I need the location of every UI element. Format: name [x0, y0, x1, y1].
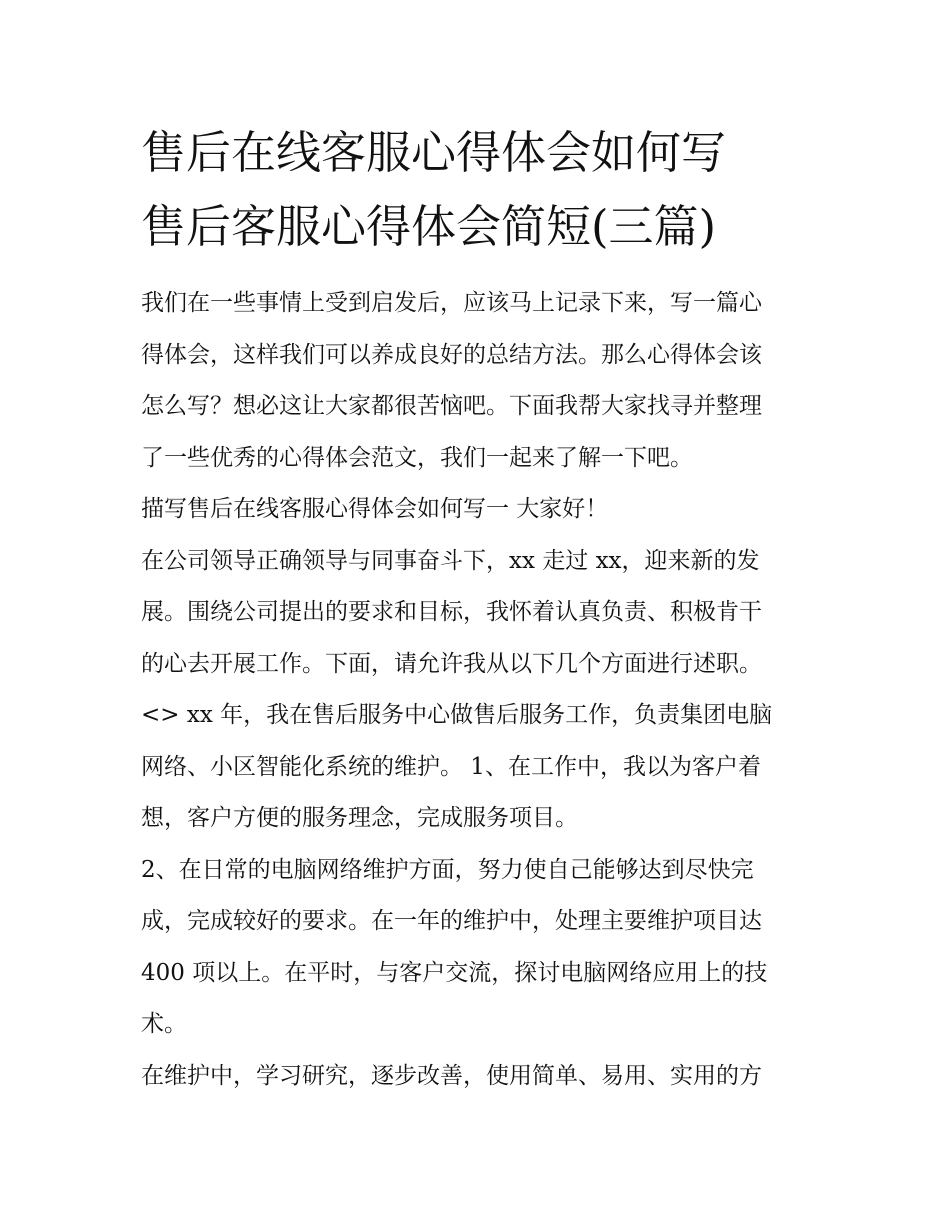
- document-body: [141, 278, 821, 1102]
- body-line-15: 术。: [141, 1011, 187, 1037]
- title-line-1: 售后在线客服心得体会如何写: [141, 126, 727, 179]
- body-line-1: 我们在一些事情上受到启发后，应该马上记录下来，写一篇心: [141, 290, 762, 316]
- body-line-7: 展。围绕公司提出的要求和目标，我怀着认真负责、积极肯干: [141, 599, 762, 625]
- body-line-10: 网络、小区智能化系统的维护。 1、在工作中，我以为客户着: [141, 753, 761, 780]
- body-line-16: 在维护中，学习研究，逐步改善，使用简单、易用、实用的方: [141, 1062, 762, 1089]
- title-line-2: 售后客服心得体会简短(三篇): [141, 200, 717, 253]
- document-title: [141, 116, 841, 264]
- body-line-9: <> xx 年，我在售后服务中心做售后服务工作，负责集团电脑: [141, 702, 773, 728]
- body-line-12: 2、在日常的电脑网络维护方面，努力使自己能够达到尽快完: [141, 856, 754, 883]
- body-line-4: 了一些优秀的心得体会范文，我们一起来了解一下吧。: [141, 444, 693, 471]
- body-line-8: 的心去开展工作。下面，请允许我从以下几个方面进行述职。: [141, 650, 762, 677]
- body-line-5: 描写售后在线客服心得体会如何写一 大家好！: [141, 496, 609, 522]
- body-line-14: 400 项以上。在平时，与客户交流，探讨电脑网络应用上的技: [141, 959, 768, 986]
- body-line-6: 在公司领导正确领导与同事奋斗下，xx 走过 xx，迎来新的发: [141, 547, 760, 574]
- body-line-2: 得体会，这样我们可以养成良好的总结方法。那么心得体会该: [141, 341, 762, 368]
- body-line-3: 怎么写？想必这让大家都很苦恼吧。下面我帮大家找寻并整理: [141, 393, 762, 419]
- body-line-11: 想，客户方便的服务理念，完成服务项目。: [141, 805, 578, 831]
- body-line-13: 成，完成较好的要求。在一年的维护中，处理主要维护项目达: [141, 908, 762, 934]
